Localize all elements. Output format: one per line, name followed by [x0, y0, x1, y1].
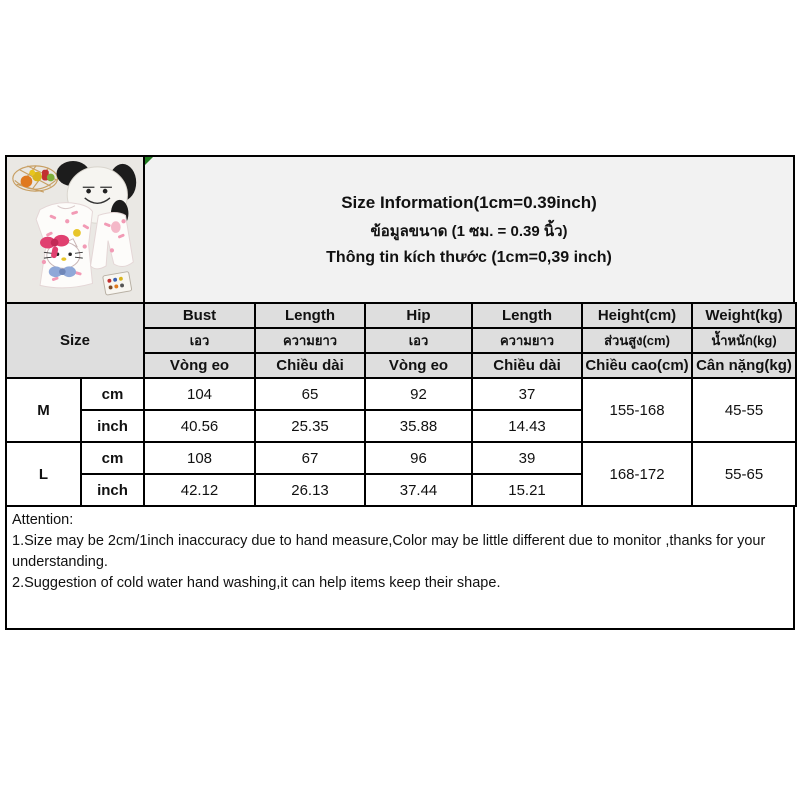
- col-height-en: Height(cm): [582, 303, 692, 328]
- size-table: [5, 302, 797, 507]
- l-length1-inch: 26.13: [255, 474, 365, 506]
- l-hip-inch: 37.44: [365, 474, 472, 506]
- title-thai: ข้อมูลขนาด (1 ซม. = 0.39 นิ้ว): [370, 222, 568, 240]
- col-length1-th: ความยาว: [255, 328, 365, 353]
- m-height-range: 155-168: [582, 378, 692, 442]
- col-hip-th: เอว: [365, 328, 472, 353]
- unit-inch-m: inch: [81, 410, 144, 442]
- l-height-range: 168-172: [582, 442, 692, 506]
- row-l-cm: [6, 442, 796, 474]
- col-hip-en: Hip: [365, 303, 472, 328]
- size-l-cell: L: [6, 442, 81, 506]
- size-header-cell: Size: [6, 303, 144, 378]
- product-photo: [5, 155, 145, 304]
- l-length2-cm: 39: [472, 442, 582, 474]
- m-hip-cm: 92: [365, 378, 472, 410]
- size-info-title-block: [143, 155, 795, 304]
- col-length2-en: Length: [472, 303, 582, 328]
- l-bust-inch: 42.12: [144, 474, 255, 506]
- m-length2-cm: 37: [472, 378, 582, 410]
- row-m-cm: [6, 378, 796, 410]
- attention-line-1: 1.Size may be 2cm/1inch inaccuracy due to hand measure,Color may be little different due to monitor ,thanks for your understanding.: [12, 533, 766, 571]
- col-weight-th: น้ำหนัก(kg): [692, 328, 796, 353]
- l-length2-inch: 15.21: [472, 474, 582, 506]
- m-bust-inch: 40.56: [144, 410, 255, 442]
- col-hip-vi: Vòng eo: [365, 353, 472, 378]
- cell-corner-marker: [145, 157, 153, 165]
- title-english: Size Information(1cm=0.39inch): [341, 192, 597, 212]
- unit-inch-l: inch: [81, 474, 144, 506]
- m-length2-inch: 14.43: [472, 410, 582, 442]
- header-row-english: [6, 303, 796, 328]
- attention-line-2: 2.Suggestion of cold water hand washing,it can help items keep their shape.: [12, 575, 501, 592]
- col-bust-en: Bust: [144, 303, 255, 328]
- col-bust-th: เอว: [144, 328, 255, 353]
- title-vietnamese: Thông tin kích thước (1cm=0,39 inch): [326, 248, 612, 266]
- col-length2-vi: Chiều dài: [472, 353, 582, 378]
- size-m-cell: M: [6, 378, 81, 442]
- col-bust-vi: Vòng eo: [144, 353, 255, 378]
- unit-cm-l: cm: [81, 442, 144, 474]
- col-length1-vi: Chiều dài: [255, 353, 365, 378]
- col-length1-en: Length: [255, 303, 365, 328]
- m-weight-range: 45-55: [692, 378, 796, 442]
- top-row: [5, 155, 795, 304]
- col-weight-vi: Cân nặng(kg): [692, 353, 796, 378]
- l-weight-range: 55-65: [692, 442, 796, 506]
- col-length2-th: ความยาว: [472, 328, 582, 353]
- size-chart-sheet: [5, 155, 795, 630]
- l-bust-cm: 108: [144, 442, 255, 474]
- unit-cm-m: cm: [81, 378, 144, 410]
- col-height-vi: Chiều cao(cm): [582, 353, 692, 378]
- col-weight-en: Weight(kg): [692, 303, 796, 328]
- m-bust-cm: 104: [144, 378, 255, 410]
- product-photo-illustration: [7, 157, 143, 302]
- m-length1-inch: 25.35: [255, 410, 365, 442]
- l-hip-cm: 96: [365, 442, 472, 474]
- m-hip-inch: 35.88: [365, 410, 472, 442]
- l-length1-cm: 67: [255, 442, 365, 474]
- m-length1-cm: 65: [255, 378, 365, 410]
- attention-note: [5, 505, 795, 630]
- attention-heading: Attention:: [12, 512, 74, 528]
- col-height-th: ส่วนสูง(cm): [582, 328, 692, 353]
